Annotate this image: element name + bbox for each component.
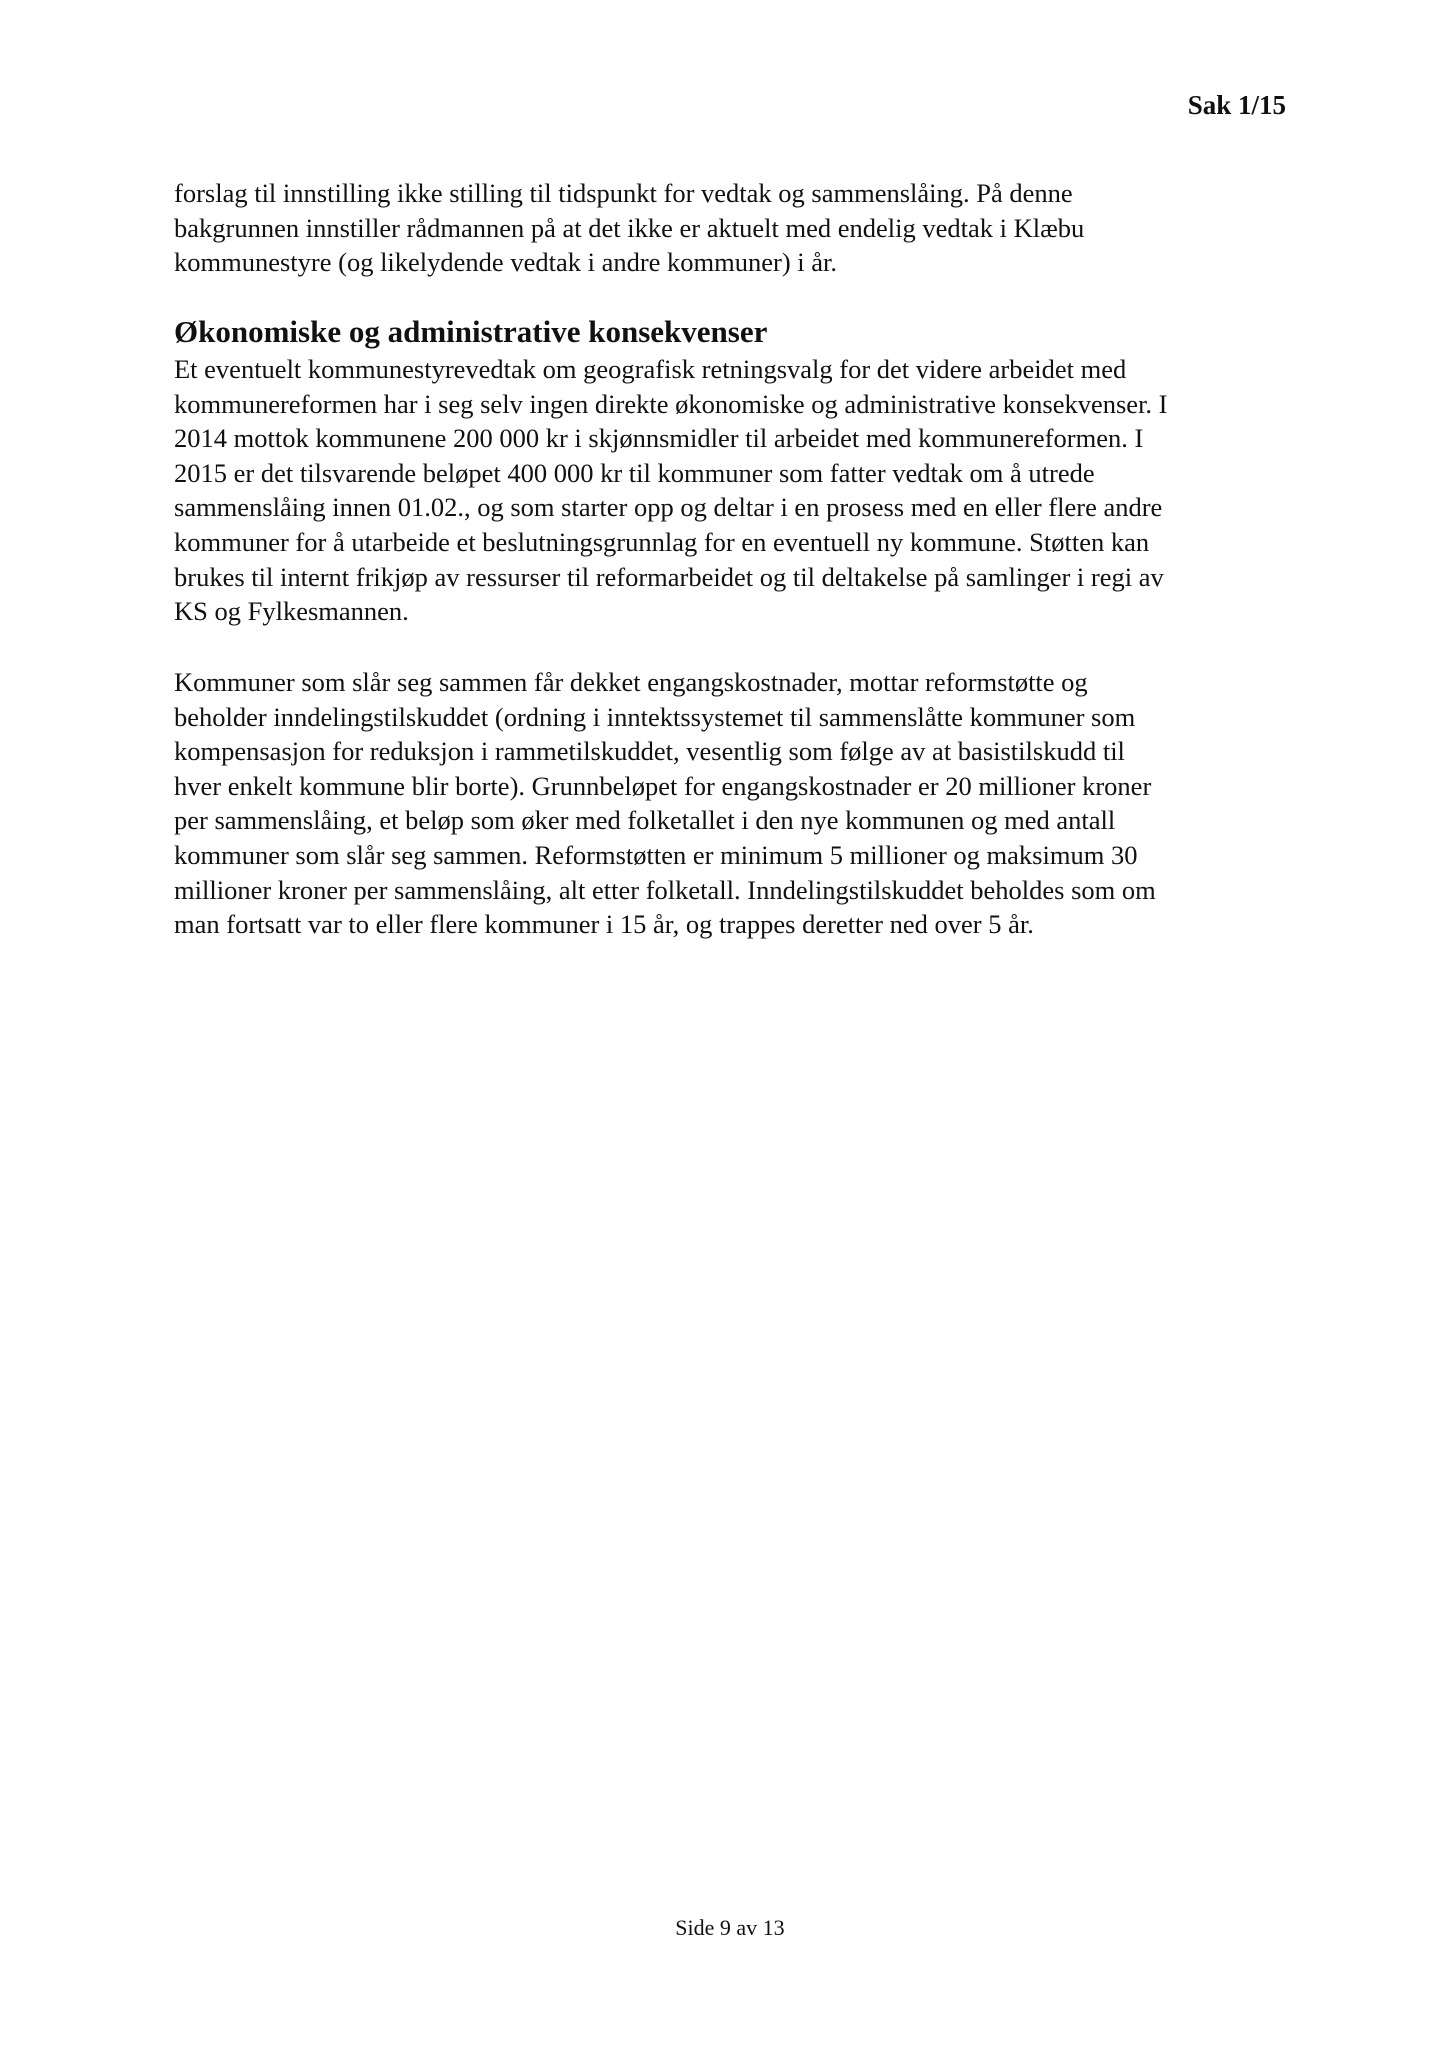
text-line: kommunestyre (og likelydende vedtak i andre kommuner) i år. — [174, 247, 838, 278]
paragraph-merger-support — [174, 665, 1294, 942]
text-line: hver enkelt kommune blir borte). Grunnbeløpet for engangskostnader er 20 millioner kroner — [174, 770, 1152, 801]
text-line: sammenslåing innen 01.02., og som starter opp og deltar i en prosess med en eller flere andre — [174, 492, 1163, 523]
text-line: kommuner for å utarbeide et beslutningsgrunnlag for en eventuell ny kommune. Støtten kan — [174, 526, 1150, 557]
paragraph-intro — [174, 176, 1294, 280]
text-line: KS og Fylkesmannen. — [174, 596, 409, 627]
text-line: per sammenslåing, et beløp som øker med folketallet i den nye kommunen og med antall — [174, 805, 1116, 836]
text-line: kompensasjon for reduksjon i rammetilskuddet, vesentlig som følge av at basistilskudd til — [174, 736, 1125, 767]
text-line: millioner kroner per sammenslåing, alt etter folketall. Inndelingstilskuddet beholdes som om — [174, 874, 1156, 905]
text-line: Kommuner som slår seg sammen får dekket engangskostnader, mottar reformstøtte og — [174, 667, 1088, 697]
text-line: beholder inndelingstilskuddet (ordning i inntektssystemet til sammenslåtte kommuner som — [174, 701, 1136, 732]
text-line: kommuner som slår seg sammen. Reformstøtten er minimum 5 millioner og maksimum 30 — [174, 839, 1138, 870]
text-line: man fortsatt var to eller flere kommuner i 15 år, og trappes deretter ned over 5 år. — [174, 909, 1034, 940]
case-reference: Sak 1/15 — [1187, 90, 1286, 120]
text-line: forslag til innstilling ikke stilling til tidspunkt for vedtak og sammenslåing. På denne — [174, 178, 1073, 208]
text-line: Et eventuelt kommunestyrevedtak om geografisk retningsvalg for det videre arbeidet med — [174, 354, 1127, 384]
text-line: bakgrunnen innstiller rådmannen på at det ikke er aktuelt med endelig vedtak i Klæbu — [174, 212, 1085, 243]
text-line: 2014 mottok kommunene 200 000 kr i skjønnsmidler til arbeidet med kommunereformen. I — [174, 423, 1144, 454]
text-line: 2015 er det tilsvarende beløpet 400 000 kr til kommuner som fatter vedtak om å utrede — [174, 457, 1095, 488]
text-line: kommunereformen har i seg selv ingen direkte økonomiske og administrative konsekvenser. I — [174, 388, 1168, 419]
text-line: brukes til internt frikjøp av ressurser til reformarbeidet og til deltakelse på samlinger i regi av — [174, 561, 1164, 592]
section-heading: Økonomiske og administrative konsekvenser — [174, 314, 768, 349]
paragraph-economic — [174, 352, 1294, 629]
page-number: Side 9 av 13 — [675, 1915, 785, 1940]
